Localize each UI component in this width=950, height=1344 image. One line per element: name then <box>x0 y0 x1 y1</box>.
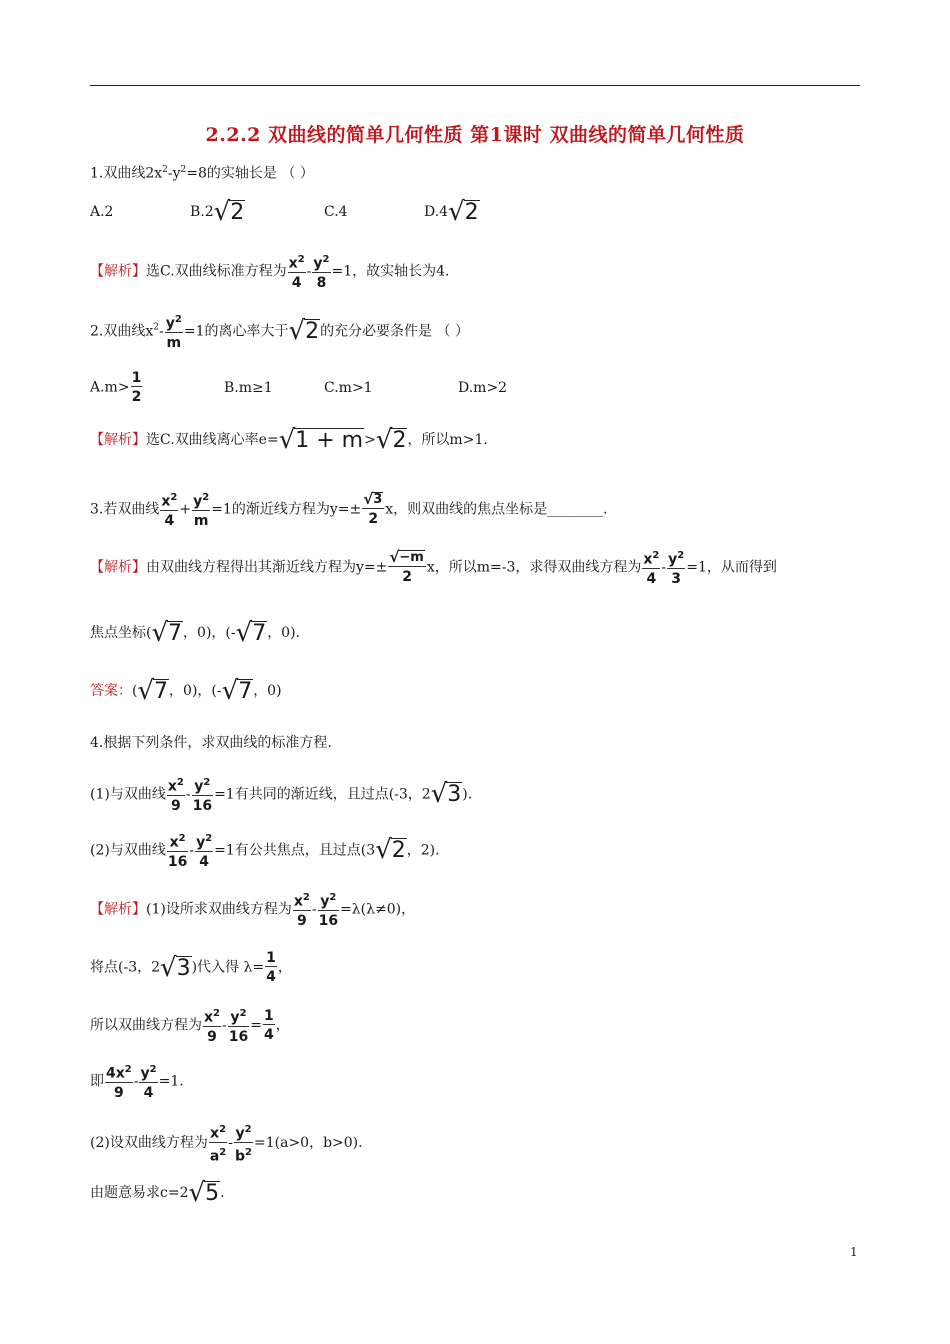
header-rule <box>90 85 860 86</box>
q2-solution: 【解析】选C.双曲线离心率e= √ 1 + m > √ 2 ，所以m>1. <box>90 425 488 455</box>
q2-option-c: C.m>1 <box>324 379 373 396</box>
fraction: $\frac{x^2}{9}$ <box>167 777 184 814</box>
q2-options <box>90 370 507 405</box>
sqrt-2: √ 2 <box>448 197 479 227</box>
fraction: $\frac{y^2}{4}$ <box>196 833 213 870</box>
q4-stem: 4.根据下列条件，求双曲线的标准方程. <box>90 735 332 751</box>
q2-stem: 2.双曲线$x^2-$ $\frac{y^2}{m}$ =1的离心率大于 √ 2 的充分必要条件是 （ ） <box>90 314 469 351</box>
q4-solution-4: 即 $\frac{4x^2}{9}$ - $\frac{y^2}{4}$ =1. <box>90 1064 184 1101</box>
sqrt-2: √ 2 <box>375 425 407 455</box>
q4-solution-2: 将点(-3，2 √ 3 )代入得 λ= $\frac{1}{4}$ ， <box>90 950 292 985</box>
answer-label: 答案： <box>90 683 132 699</box>
fraction: $\frac{x^2}{4}$ <box>288 254 305 291</box>
fraction: $\frac{x^2}{a^2}$ <box>209 1124 227 1165</box>
fraction: $\frac{x^2}{16}$ <box>167 833 188 870</box>
sqrt-2: √ 2 <box>288 316 320 347</box>
fraction: √ −m 2 <box>389 548 424 585</box>
sqrt-2: √ 2 <box>213 197 245 227</box>
sqrt-7: √ 7 <box>235 618 267 648</box>
q1-option-a: A.2 <box>90 204 114 220</box>
fraction: $\frac{y^2}{4}$ <box>140 1064 157 1101</box>
q2-option-a: A.m> $\frac{1}{2}$ <box>90 370 142 405</box>
fraction: $\frac{x^2}{4}$ <box>643 550 660 587</box>
q3-solution-cont: 焦点坐标( √ 7 ，0)，(- √ 7 ，0). <box>90 618 301 648</box>
q4-solution-3: 所以双曲线方程为 $\frac{x^2}{9}$ - $\frac{y^2}{16}$ = $\frac{1}{4}$ ， <box>90 1007 290 1045</box>
q3-stem: 3.若双曲线 $\frac{x^2}{4}$ + $\frac{y^2}{m}$ =1的渐近线方程为y=± √ 3 2 x，则双曲线的焦点坐标是________. <box>90 490 608 529</box>
sqrt-7: √ 7 <box>151 618 183 648</box>
page-number: 1 <box>850 1245 858 1259</box>
q1-option-c: C.4 <box>324 204 348 220</box>
fraction: √ 3 2 <box>363 490 383 527</box>
q4-solution-5: (2)设双曲线方程为 $\frac{x^2}{a^2}$ - $\frac{y^2}{b^2}$ =1(a>0，b>0). <box>90 1124 363 1165</box>
sqrt-3: √ 3 <box>430 779 462 810</box>
sqrt-7: √ 7 <box>137 676 169 706</box>
q1-options <box>90 199 480 225</box>
fraction: $\frac{1}{4}$ <box>266 950 276 985</box>
analysis-label: 【解析】 <box>90 263 146 280</box>
fraction: $\frac{y^2}{3}$ <box>668 550 685 587</box>
fraction: $\frac{x^2}{9}$ <box>293 892 310 929</box>
q3-answer: 答案：( √ 7 ，0)，(- √ 7 ，0) <box>90 676 282 706</box>
sqrt-1-plus-m: √ 1 + m <box>278 425 364 455</box>
q4-part-2: (2)与双曲线 $\frac{x^2}{16}$ - $\frac{y^2}{4}$ =1有公共焦点，且过点(3 √ 2 ，2). <box>90 833 440 870</box>
sqrt-neg-m: √ −m <box>389 548 424 567</box>
q1-option-b: B.2 √ 2 <box>190 197 245 227</box>
analysis-label: 【解析】 <box>90 559 146 576</box>
fraction: $\frac{1}{4}$ <box>263 1007 274 1043</box>
fraction: $\frac{y^2}{m}$ <box>165 314 182 351</box>
fraction: $\frac{4x^2}{9}$ <box>106 1064 132 1101</box>
q1-solution: 【解析】选C.双曲线标准方程为 $\frac{x^2}{4}$ - $\frac{y^2}{8}$ =1，故实轴长为4. <box>90 254 450 291</box>
fraction: $\frac{y^2}{16}$ <box>192 777 213 814</box>
fraction: $\frac{y^2}{16}$ <box>228 1008 249 1045</box>
sqrt-3: √ 3 <box>160 952 191 983</box>
q4-solution-6: 由题意易求c=2 √ 5 . <box>90 1178 225 1208</box>
q3-solution: 【解析】由双曲线方程得出其渐近线方程为y=± √ −m 2 x，所以m=-3，求得双曲线方程为 $\frac{x^2}{4}$ - $\frac{y^2}{3}$ =1，从而得到 <box>90 548 777 587</box>
q4-part-1: (1)与双曲线 $\frac{x^2}{9}$ - $\frac{y^2}{16}$ =1有共同的渐近线，且过点(-3，2 √ 3 ). <box>90 777 473 814</box>
fraction: $\frac{y^2}{8}$ <box>313 254 330 291</box>
fraction: $\frac{y^2}{16}$ <box>318 892 339 929</box>
fraction: $\frac{y^2}{m}$ <box>193 492 210 529</box>
fraction: $\frac{x^2}{4}$ <box>161 492 178 529</box>
fraction: $\frac{y^2}{b^2}$ <box>235 1124 252 1165</box>
page-title: 2.2.2 双曲线的简单几何性质 第1课时 双曲线的简单几何性质 <box>205 124 745 146</box>
q2-option-b: B.m≥1 <box>224 379 273 396</box>
sqrt-2: √ 2 <box>375 835 406 866</box>
q1-option-d: D.4 √ 2 <box>424 197 479 227</box>
analysis-label: 【解析】 <box>90 901 146 918</box>
q1-stem: 1.双曲线$2x^2-y^2=8$的实轴长是 （ ） <box>90 165 314 182</box>
sqrt-5: √ 5 <box>188 1178 220 1208</box>
q2-option-d: D.m>2 <box>458 379 508 396</box>
sqrt-7: √ 7 <box>221 676 253 706</box>
fraction: $\frac{x^2}{9}$ <box>204 1008 220 1045</box>
q4-solution-1: 【解析】(1)设所求双曲线方程为 $\frac{x^2}{9}$ - $\frac{y^2}{16}$ =λ(λ≠0)， <box>90 892 416 929</box>
analysis-label: 【解析】 <box>90 432 146 448</box>
sqrt-3: √ 3 <box>363 490 383 509</box>
fraction: $\frac{1}{2}$ <box>131 370 142 405</box>
